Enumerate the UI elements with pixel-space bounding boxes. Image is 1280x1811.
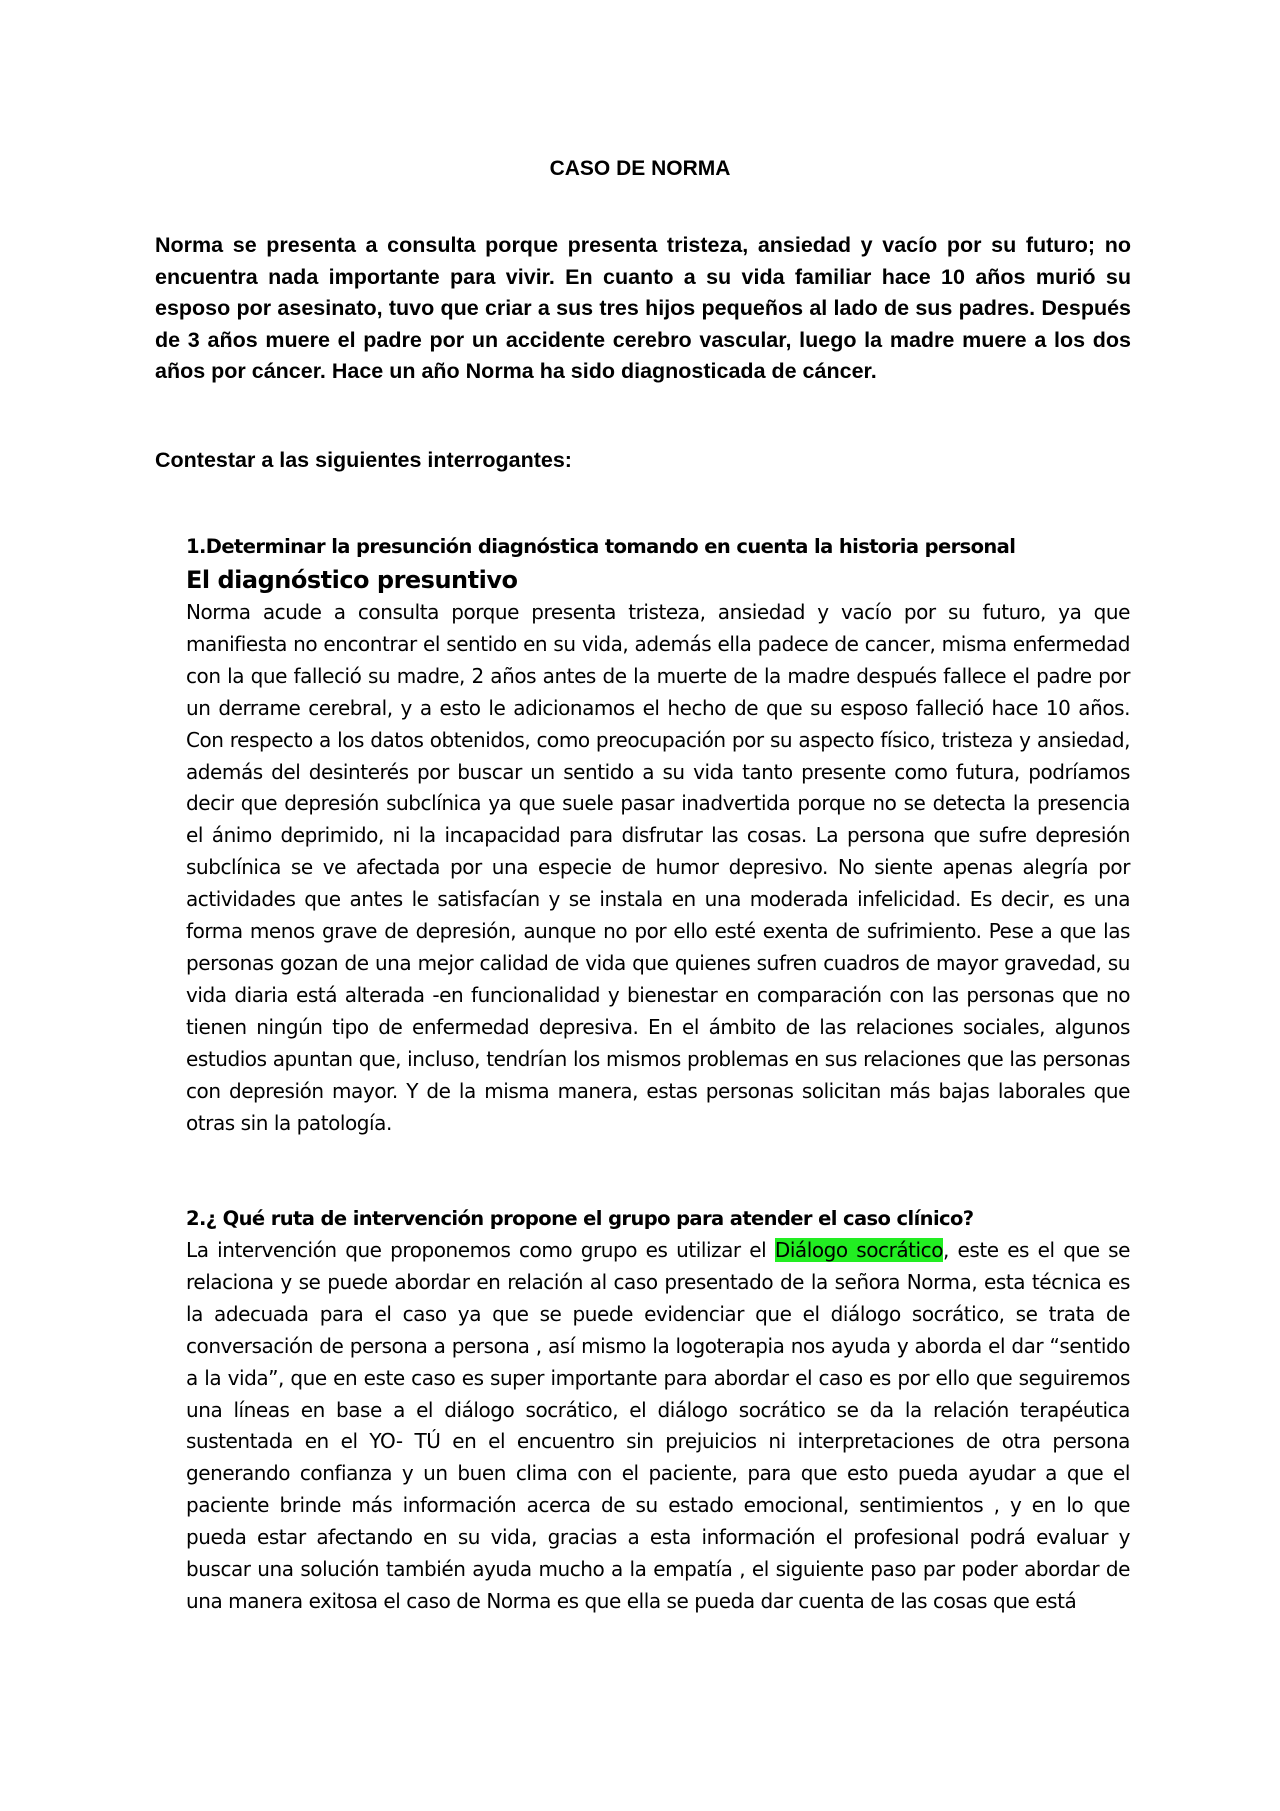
answer-2-body bbox=[186, 1235, 1130, 1618]
answer-1-heading: El diagnóstico presuntivo bbox=[186, 566, 518, 594]
answer-2-text-start: La intervención que proponemos como grupo es utilizar el bbox=[186, 1238, 775, 1262]
question-1-heading: 1.Determinar la presunción diagnóstica tomando en cuenta la historia personal bbox=[186, 535, 1016, 558]
instructions-prompt: Contestar a las siguientes interrogantes: bbox=[155, 448, 572, 472]
question-2-section bbox=[186, 1203, 1130, 1618]
highlighted-term: Diálogo socrático bbox=[774, 1238, 943, 1262]
answer-2-text-rest: , este es el que se relaciona y se puede abordar en relación al caso presentado de la señora Norma, esta técnica es la adecuada para el caso ya que se puede evidenciar que el diálogo socrático, se trata de conversación de persona a persona , así mismo la logoterapia nos ayuda y aborda el dar “sentido a la vida”, que en este caso es super importante para abordar el caso es por ello que seguiremos una líneas en base a el diálogo socrático, el diálogo socrático se da la relación terapéutica sustentada en el YO- TÚ en el encuentro sin prejuicios ni interpretaciones de otra persona generando confianza y un buen clima con el paciente, para que esto pueda ayudar a que el paciente brinde más información acerca de su estado emocional, sentimientos , y en lo que pueda estar afectando en su vida, gracias a esta información el profesional podrá evaluar y buscar una solución también ayuda mucho a la empatía , el siguiente paso par poder abordar de una manera exitosa el caso de Norma es que ella se pueda dar cuenta de las cosas que está bbox=[186, 1238, 1130, 1613]
case-description: Norma se presenta a consulta porque presenta tristeza, ansiedad y vacío por su futuro; no encuentra nada importante para vivir. En cuanto a su vida familiar hace 10 años murió su esposo por asesinato, tuvo que criar a sus tres hijos pequeños al lado de sus padres. Después de 3 años muere el padre por un accidente cerebro vascular, luego la madre muere a los dos años por cáncer. Hace un año Norma ha sido diagnosticada de cáncer. bbox=[155, 233, 1131, 383]
document-title: CASO DE NORMA bbox=[549, 157, 731, 180]
question-2-heading: 2.¿ Qué ruta de intervención propone el grupo para atender el caso clínico? bbox=[186, 1207, 974, 1230]
answer-1-body: Norma acude a consulta porque presenta tristeza, ansiedad y vacío por su futuro, ya que manifiesta no encontrar el sentido en su vida, además ella padece de cancer, misma enfermedad con la que falleció su madre, 2 años antes de la muerte de la madre después fallece el padre por un derrame cerebral, y a esto le adicionamos el hecho de que su esposo falleció hace 10 años. Con respecto a los datos obtenidos, como preocupación por su aspecto físico, tristeza y ansiedad, además del desinterés por buscar un sentido a su vida tanto presente como futura, podríamos decir que depresión subclínica ya que suele pasar inadvertida porque no se detecta la presencia el ánimo deprimido, ni la incapacidad para disfrutar las cosas. La persona que sufre depresión subclínica se ve afectada por una especie de humor depresivo. No siente apenas alegría por actividades que antes le satisfacían y se instala en una moderada infelicidad. Es decir, es una forma menos grave de depresión, aunque no por ello esté exenta de sufrimiento. Pese a que las personas gozan de una mejor calidad de vida que quienes sufren cuadros de mayor gravedad, su vida diaria está alterada -en funcionalidad y bienestar en comparación con las personas que no tienen ningún tipo de enfermedad depresiva. En el ámbito de las relaciones sociales, algunos estudios apuntan que, incluso, tendrían los mismos problemas en sus relaciones que las personas con depresión mayor. Y de la misma manera, estas personas solicitan más bajas laborales que otras sin la patología. bbox=[186, 600, 1130, 1135]
question-1-section bbox=[186, 531, 1130, 1139]
